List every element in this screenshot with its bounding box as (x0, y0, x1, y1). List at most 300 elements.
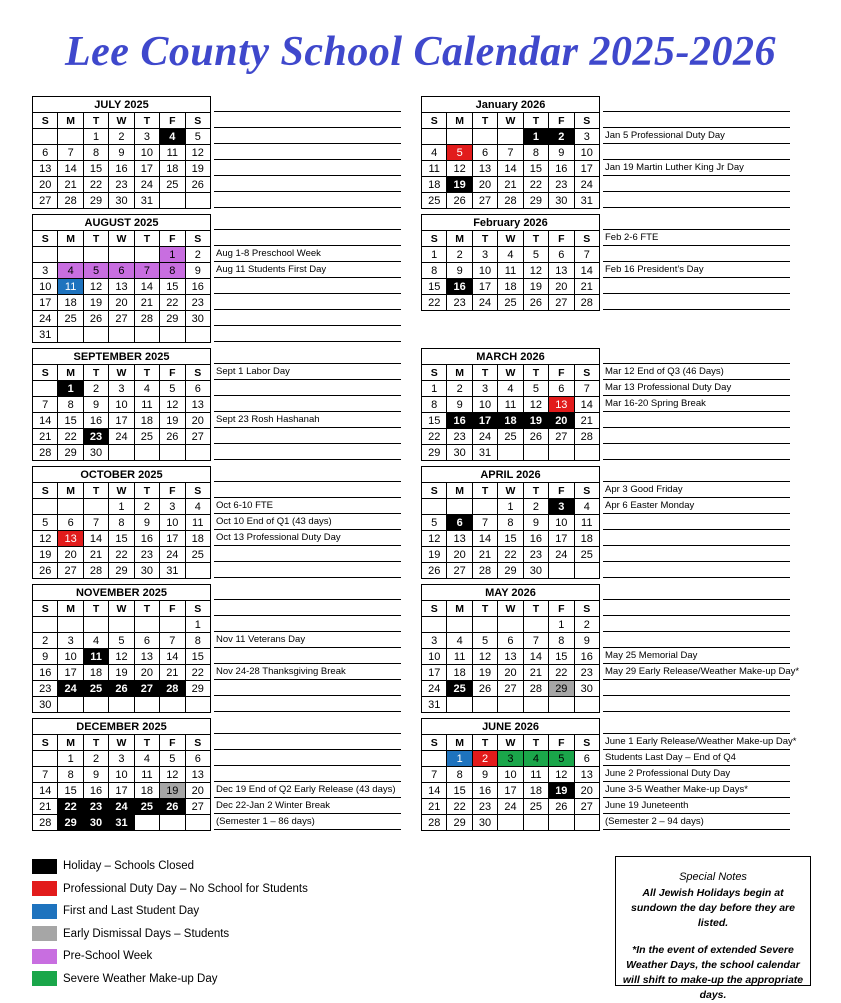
day-cell: 5 (160, 381, 185, 397)
day-cell: 1 (109, 499, 134, 515)
day-cell: 23 (83, 799, 108, 815)
day-cell: 3 (134, 129, 159, 145)
special-note-text: All Jewish Holidays begin at sundown the day before they are listed. (631, 887, 795, 929)
day-cell: 24 (58, 681, 83, 697)
day-cell: 24 (498, 799, 523, 815)
note-line: Aug 1-8 Preschool Week (214, 246, 401, 262)
day-cell: 2 (549, 129, 574, 145)
day-cell: 29 (58, 445, 83, 461)
day-cell: 20 (498, 665, 523, 681)
empty-cell (160, 617, 185, 633)
day-header: M (447, 601, 472, 617)
day-cell: 4 (447, 633, 472, 649)
day-header: W (109, 735, 134, 751)
legend-item (32, 923, 308, 946)
day-cell: 9 (523, 515, 548, 531)
day-cell: 21 (523, 665, 548, 681)
note-line (603, 444, 790, 460)
notes-dec (214, 718, 401, 830)
day-cell: 18 (574, 531, 599, 547)
day-cell: 1 (549, 617, 574, 633)
day-cell: 16 (523, 531, 548, 547)
note-line (214, 482, 401, 498)
day-cell: 11 (498, 263, 523, 279)
day-header: S (422, 483, 447, 499)
note-line: Oct 10 End of Q1 (43 days) (214, 514, 401, 530)
week-row (422, 681, 600, 697)
week-row (422, 767, 600, 783)
empty-cell (472, 129, 497, 145)
empty-cell (160, 815, 185, 831)
day-header: T (472, 483, 497, 499)
day-cell: 17 (109, 783, 134, 799)
day-header: M (58, 231, 83, 247)
day-cell: 31 (160, 563, 185, 579)
day-cell: 25 (185, 547, 210, 563)
day-cell: 15 (422, 413, 447, 429)
day-header: S (185, 735, 210, 751)
day-cell: 21 (33, 799, 58, 815)
day-cell: 14 (422, 783, 447, 799)
month-name: OCTOBER 2025 (33, 467, 211, 483)
day-header: M (58, 735, 83, 751)
week-row (33, 617, 211, 633)
day-cell: 27 (109, 311, 134, 327)
day-cell: 6 (574, 751, 599, 767)
week-row (33, 279, 211, 295)
day-cell: 22 (58, 799, 83, 815)
empty-cell (523, 815, 548, 831)
day-cell: 12 (160, 767, 185, 783)
note-line (603, 514, 790, 530)
day-cell: 15 (185, 649, 210, 665)
day-cell: 14 (58, 161, 83, 177)
day-cell: 23 (472, 799, 497, 815)
month-name: MARCH 2026 (422, 349, 600, 365)
day-cell: 4 (58, 263, 83, 279)
day-header: T (83, 231, 108, 247)
week-row (33, 751, 211, 767)
week-row (422, 397, 600, 413)
month-feb (421, 214, 600, 311)
day-cell: 15 (58, 783, 83, 799)
page-title: Lee County School Calendar 2025-2026 (64, 29, 777, 75)
week-row (422, 445, 600, 461)
day-cell: 19 (160, 783, 185, 799)
day-cell: 8 (185, 633, 210, 649)
note-line (214, 750, 401, 766)
note-line (603, 616, 790, 632)
note-line (603, 176, 790, 192)
day-cell: 14 (574, 397, 599, 413)
day-cell: 16 (472, 783, 497, 799)
empty-cell (109, 327, 134, 343)
day-cell: 7 (134, 263, 159, 279)
day-cell: 18 (185, 531, 210, 547)
day-cell: 10 (134, 145, 159, 161)
day-cell: 9 (549, 145, 574, 161)
day-cell: 25 (498, 295, 523, 311)
month-jul (32, 96, 211, 209)
day-cell: 11 (574, 515, 599, 531)
day-cell: 4 (422, 145, 447, 161)
day-cell: 22 (447, 799, 472, 815)
empty-cell (185, 327, 210, 343)
day-cell: 23 (574, 665, 599, 681)
empty-cell (58, 697, 83, 713)
month-oct (32, 466, 211, 579)
day-cell: 9 (33, 649, 58, 665)
special-note-text: *In the event of extended Severe Weather Days, the school calendar will shift to make-up the appropriate days. (622, 944, 804, 1001)
note-line: June 2 Professional Duty Day (603, 766, 790, 782)
day-cell: 26 (109, 681, 134, 697)
day-header: S (33, 113, 58, 129)
empty-cell (498, 697, 523, 713)
day-cell: 27 (134, 681, 159, 697)
day-cell: 25 (422, 193, 447, 209)
day-cell: 17 (134, 161, 159, 177)
day-header: W (109, 231, 134, 247)
day-cell: 10 (472, 397, 497, 413)
day-cell: 11 (83, 649, 108, 665)
day-cell: 17 (549, 531, 574, 547)
day-cell: 26 (447, 193, 472, 209)
day-cell: 4 (498, 381, 523, 397)
day-header: F (549, 601, 574, 617)
note-line (603, 466, 790, 482)
week-row (33, 783, 211, 799)
day-cell: 28 (472, 563, 497, 579)
month-name: JUNE 2026 (422, 719, 600, 735)
day-header: W (109, 601, 134, 617)
week-row (33, 531, 211, 547)
day-cell: 6 (185, 751, 210, 767)
day-cell: 13 (574, 767, 599, 783)
day-header: F (549, 735, 574, 751)
day-cell: 2 (574, 617, 599, 633)
empty-cell (109, 697, 134, 713)
day-cell: 4 (498, 247, 523, 263)
day-cell: 30 (83, 815, 108, 831)
day-header: F (160, 113, 185, 129)
day-cell: 2 (33, 633, 58, 649)
empty-cell (134, 697, 159, 713)
day-header: S (33, 735, 58, 751)
day-cell: 29 (447, 815, 472, 831)
day-cell: 23 (134, 547, 159, 563)
week-row (422, 413, 600, 429)
day-cell: 20 (549, 279, 574, 295)
empty-cell (523, 445, 548, 461)
month-may (421, 584, 600, 713)
month-name: JULY 2025 (33, 97, 211, 113)
day-header: T (472, 601, 497, 617)
day-cell: 19 (422, 547, 447, 563)
month-apr (421, 466, 600, 579)
note-line (214, 696, 401, 712)
week-row (422, 531, 600, 547)
day-cell: 21 (498, 177, 523, 193)
day-cell: 18 (134, 413, 159, 429)
week-row (33, 327, 211, 343)
note-line: June 1 Early Release/Weather Make-up Day* (603, 734, 790, 750)
day-header: T (523, 113, 548, 129)
day-cell: 5 (109, 633, 134, 649)
note-line (603, 96, 790, 112)
day-header: S (422, 113, 447, 129)
note-line: Mar 16-20 Spring Break (603, 396, 790, 412)
note-line (603, 584, 790, 600)
day-header: T (134, 483, 159, 499)
empty-cell (58, 499, 83, 515)
day-cell: 26 (422, 563, 447, 579)
notes-apr (603, 466, 790, 578)
day-cell: 29 (58, 815, 83, 831)
day-cell: 11 (523, 767, 548, 783)
empty-cell (83, 617, 108, 633)
day-cell: 25 (447, 681, 472, 697)
empty-cell (422, 129, 447, 145)
day-header: F (549, 231, 574, 247)
day-cell: 8 (523, 145, 548, 161)
day-cell: 1 (422, 381, 447, 397)
day-cell: 22 (109, 547, 134, 563)
legend-item (32, 878, 308, 901)
day-cell: 18 (498, 413, 523, 429)
day-cell: 6 (549, 381, 574, 397)
day-cell: 15 (549, 649, 574, 665)
day-cell: 24 (422, 681, 447, 697)
day-cell: 14 (498, 161, 523, 177)
day-cell: 30 (472, 815, 497, 831)
week-row (422, 145, 600, 161)
day-header: T (83, 601, 108, 617)
empty-cell (422, 499, 447, 515)
week-row (422, 263, 600, 279)
month-name: DECEMBER 2025 (33, 719, 211, 735)
note-line (214, 734, 401, 750)
note-line (214, 380, 401, 396)
day-cell: 30 (523, 563, 548, 579)
empty-cell (498, 129, 523, 145)
day-cell: 24 (134, 177, 159, 193)
day-cell: 2 (447, 247, 472, 263)
day-cell: 8 (109, 515, 134, 531)
note-line (214, 348, 401, 364)
day-cell: 29 (83, 193, 108, 209)
day-cell: 7 (498, 145, 523, 161)
note-line (214, 310, 401, 326)
day-cell: 12 (109, 649, 134, 665)
legend-swatch (32, 971, 57, 986)
note-line (214, 444, 401, 460)
day-cell: 18 (498, 279, 523, 295)
day-cell: 4 (83, 633, 108, 649)
note-line: Sept 23 Rosh Hashanah (214, 412, 401, 428)
day-cell: 26 (472, 681, 497, 697)
note-line (214, 562, 401, 578)
day-cell: 9 (109, 145, 134, 161)
day-cell: 13 (549, 263, 574, 279)
day-cell: 24 (574, 177, 599, 193)
day-cell: 4 (160, 129, 185, 145)
day-cell: 28 (83, 563, 108, 579)
day-cell: 19 (109, 665, 134, 681)
month-name: MAY 2026 (422, 585, 600, 601)
day-cell: 9 (83, 397, 108, 413)
day-header: F (549, 365, 574, 381)
day-cell: 29 (185, 681, 210, 697)
note-line (214, 128, 401, 144)
week-row (33, 193, 211, 209)
day-header: S (33, 483, 58, 499)
day-cell: 30 (109, 193, 134, 209)
empty-cell (134, 247, 159, 263)
notes-nov (214, 584, 401, 712)
day-header: T (523, 735, 548, 751)
day-cell: 28 (574, 295, 599, 311)
empty-cell (33, 247, 58, 263)
day-cell: 30 (33, 697, 58, 713)
week-row (33, 295, 211, 311)
day-cell: 17 (498, 783, 523, 799)
day-cell: 13 (447, 531, 472, 547)
day-cell: 22 (160, 295, 185, 311)
day-cell: 28 (58, 193, 83, 209)
day-cell: 28 (574, 429, 599, 445)
day-cell: 20 (185, 413, 210, 429)
notes-feb (603, 214, 790, 310)
notes-jul (214, 96, 401, 208)
week-row (422, 547, 600, 563)
day-cell: 7 (83, 515, 108, 531)
note-line: June 19 Juneteenth (603, 798, 790, 814)
day-cell: 13 (58, 531, 83, 547)
day-cell: 7 (422, 767, 447, 783)
day-cell: 2 (447, 381, 472, 397)
day-cell: 12 (185, 145, 210, 161)
day-header: F (160, 601, 185, 617)
week-row (422, 161, 600, 177)
day-cell: 15 (498, 531, 523, 547)
day-cell: 4 (574, 499, 599, 515)
day-cell: 10 (58, 649, 83, 665)
day-cell: 10 (422, 649, 447, 665)
day-cell: 17 (109, 413, 134, 429)
day-cell: 12 (549, 767, 574, 783)
note-line (603, 546, 790, 562)
empty-cell (33, 129, 58, 145)
week-row (422, 177, 600, 193)
empty-cell (58, 129, 83, 145)
note-line (603, 412, 790, 428)
day-cell: 12 (472, 649, 497, 665)
week-row (33, 381, 211, 397)
note-line: May 25 Memorial Day (603, 648, 790, 664)
day-cell: 5 (523, 381, 548, 397)
day-header: T (134, 365, 159, 381)
day-cell: 21 (134, 295, 159, 311)
note-line: Nov 24-28 Thanksgiving Break (214, 664, 401, 680)
week-row (422, 649, 600, 665)
note-line (214, 396, 401, 412)
day-cell: 1 (498, 499, 523, 515)
day-cell: 25 (134, 429, 159, 445)
week-row (422, 799, 600, 815)
day-header: T (472, 113, 497, 129)
day-header: S (574, 231, 599, 247)
day-cell: 9 (472, 767, 497, 783)
day-cell: 9 (185, 263, 210, 279)
day-cell: 4 (185, 499, 210, 515)
day-header: T (472, 231, 497, 247)
day-header: S (33, 601, 58, 617)
day-cell: 14 (134, 279, 159, 295)
day-cell: 1 (58, 381, 83, 397)
day-cell: 21 (472, 547, 497, 563)
day-cell: 17 (574, 161, 599, 177)
day-cell: 1 (185, 617, 210, 633)
day-cell: 28 (134, 311, 159, 327)
legend-item (32, 968, 308, 991)
day-cell: 17 (422, 665, 447, 681)
day-header: S (574, 601, 599, 617)
note-line: Apr 3 Good Friday (603, 482, 790, 498)
day-cell: 26 (160, 799, 185, 815)
week-row (422, 633, 600, 649)
day-cell: 16 (134, 531, 159, 547)
month-name: APRIL 2026 (422, 467, 600, 483)
day-header: S (185, 365, 210, 381)
day-cell: 11 (447, 649, 472, 665)
legend (32, 855, 308, 990)
note-line (603, 214, 790, 230)
week-row (422, 815, 600, 831)
day-header: F (549, 483, 574, 499)
day-header: T (134, 231, 159, 247)
day-header: M (58, 365, 83, 381)
day-header: W (498, 231, 523, 247)
empty-cell (523, 697, 548, 713)
note-line: Sept 1 Labor Day (214, 364, 401, 380)
week-row (422, 697, 600, 713)
week-row (33, 547, 211, 563)
week-row (422, 751, 600, 767)
day-cell: 3 (472, 247, 497, 263)
day-cell: 7 (58, 145, 83, 161)
day-cell: 12 (33, 531, 58, 547)
month-name: SEPTEMBER 2025 (33, 349, 211, 365)
day-cell: 16 (447, 279, 472, 295)
day-cell: 30 (185, 311, 210, 327)
day-cell: 1 (447, 751, 472, 767)
empty-cell (33, 499, 58, 515)
note-line: Mar 13 Professional Duty Day (603, 380, 790, 396)
empty-cell (83, 327, 108, 343)
month-name: February 2026 (422, 215, 600, 231)
day-cell: 5 (447, 145, 472, 161)
day-cell: 10 (498, 767, 523, 783)
day-cell: 28 (33, 445, 58, 461)
day-header: W (498, 113, 523, 129)
empty-cell (58, 247, 83, 263)
note-line (214, 160, 401, 176)
empty-cell (185, 445, 210, 461)
note-line (214, 546, 401, 562)
day-header: F (160, 483, 185, 499)
day-cell: 14 (472, 531, 497, 547)
special-notes-box (615, 856, 811, 1001)
